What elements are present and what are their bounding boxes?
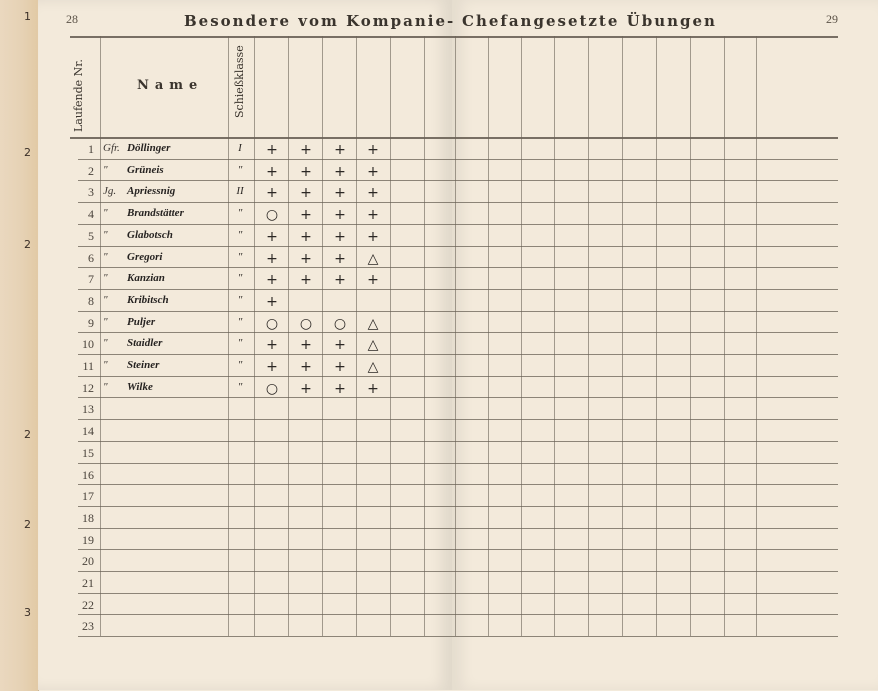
rank-label: Jg. <box>103 185 117 198</box>
page-title-left: Besondere vom Kompanie- <box>184 12 456 30</box>
shooting-class: I <box>238 142 242 154</box>
exercise-mark: + <box>266 163 278 180</box>
column-divider <box>254 36 255 636</box>
row-number: 1 <box>88 142 94 156</box>
exercise-mark: + <box>367 163 379 180</box>
row-rule <box>78 528 838 529</box>
row-rule <box>78 397 838 398</box>
soldier-name: Wilke <box>127 380 153 393</box>
table-top-rule <box>70 36 838 38</box>
column-divider <box>656 36 657 636</box>
rank-label: " <box>103 207 108 220</box>
rank-label: " <box>103 272 108 285</box>
row-rule <box>78 376 838 377</box>
shooting-class: " <box>237 359 243 371</box>
edge-number: 2 <box>24 238 31 251</box>
exercise-mark: + <box>300 207 312 224</box>
row-number: 14 <box>82 424 94 439</box>
row-rule <box>78 636 838 637</box>
soldier-name: Puljer <box>127 315 156 328</box>
row-rule <box>78 159 838 160</box>
shooting-class: " <box>237 250 243 263</box>
column-divider <box>488 36 489 636</box>
shooting-class: " <box>237 207 243 220</box>
row-number: 5 <box>88 228 94 243</box>
row-rule <box>78 180 838 181</box>
exercise-mark: + <box>266 142 278 158</box>
exercise-mark: + <box>334 359 346 375</box>
exercise-mark: + <box>367 380 379 397</box>
exercise-mark: + <box>367 142 379 158</box>
rank-label: " <box>103 250 108 263</box>
row-number: 17 <box>82 489 94 504</box>
row-rule <box>78 202 838 203</box>
exercise-mark: + <box>300 337 312 354</box>
edge-number: 2 <box>24 146 31 159</box>
shooting-class: II <box>236 185 244 198</box>
row-number: 16 <box>82 467 94 482</box>
row-rule <box>78 484 838 485</box>
exercise-mark: + <box>334 185 346 202</box>
left-page-number: 28 <box>66 12 78 26</box>
rank-label: " <box>103 163 108 176</box>
column-divider <box>724 36 725 636</box>
row-number: 23 <box>82 619 94 634</box>
header-bottom-rule <box>70 137 838 139</box>
exercise-mark: + <box>334 142 346 158</box>
row-rule <box>78 419 838 420</box>
exercise-mark: + <box>367 272 379 289</box>
edge-number: 1 <box>24 10 31 23</box>
exercise-mark: + <box>367 228 379 245</box>
column-divider <box>100 36 101 636</box>
exercise-mark: + <box>334 163 346 180</box>
shooting-class: " <box>237 163 243 176</box>
exercise-mark: ○ <box>333 315 347 332</box>
row-number: 15 <box>82 445 94 460</box>
exercise-mark: ○ <box>265 380 279 397</box>
column-divider <box>356 36 357 636</box>
row-number: 4 <box>88 207 94 222</box>
exercise-mark: △ <box>367 250 379 267</box>
column-divider <box>521 36 522 636</box>
column-header-name: Name <box>137 78 204 93</box>
exercise-mark: ○ <box>265 207 279 224</box>
row-number: 2 <box>88 163 94 178</box>
exercise-mark: ○ <box>299 315 313 332</box>
soldier-name: Steiner <box>127 359 160 371</box>
exercise-mark: + <box>300 185 312 202</box>
shooting-class: " <box>237 272 243 285</box>
row-rule <box>78 224 838 225</box>
exercise-mark: + <box>300 272 312 289</box>
row-number: 10 <box>82 337 94 352</box>
exercise-mark: + <box>266 185 278 202</box>
column-divider <box>554 36 555 636</box>
exercise-mark: + <box>334 272 346 289</box>
column-header-schiessklasse: Schießklasse <box>233 45 246 118</box>
exercise-mark: + <box>300 380 312 397</box>
column-header-laufende-nr: Laufende Nr. <box>72 59 85 132</box>
rank-label: " <box>103 228 108 241</box>
row-rule <box>78 246 838 247</box>
row-number: 8 <box>88 293 94 308</box>
row-rule <box>78 549 838 550</box>
exercise-mark: + <box>266 359 278 375</box>
right-page <box>452 0 878 690</box>
soldier-name: Glabotsch <box>127 228 173 241</box>
page-title-right: Chefangesetzte Übungen <box>462 12 717 30</box>
row-number: 22 <box>82 597 94 612</box>
column-divider <box>455 36 456 636</box>
exercise-mark: △ <box>367 359 379 375</box>
soldier-name: Brandstätter <box>127 207 184 220</box>
soldier-name: Staidler <box>127 337 163 350</box>
exercise-mark: + <box>367 207 379 224</box>
soldier-name: Apriessnig <box>127 185 176 198</box>
shooting-class: " <box>237 337 243 350</box>
rank-label: " <box>103 359 108 371</box>
row-number: 3 <box>88 185 94 200</box>
row-number: 21 <box>82 576 94 590</box>
row-number: 19 <box>82 532 94 547</box>
row-rule <box>78 311 838 312</box>
row-rule <box>78 593 838 594</box>
soldier-name: Grüneis <box>127 163 164 176</box>
row-rule <box>78 441 838 442</box>
exercise-mark: △ <box>367 337 379 354</box>
rank-label: " <box>103 337 108 350</box>
rank-label: " <box>103 293 108 306</box>
column-divider <box>228 36 229 636</box>
row-rule <box>78 289 838 290</box>
row-rule <box>78 614 838 615</box>
row-number: 20 <box>82 554 94 569</box>
column-divider <box>690 36 691 636</box>
shooting-class: " <box>237 315 243 328</box>
exercise-mark: + <box>334 207 346 224</box>
column-divider <box>322 36 323 636</box>
row-rule <box>78 571 838 572</box>
soldier-name: Kanzian <box>127 272 165 285</box>
exercise-mark: △ <box>367 315 379 332</box>
row-rule <box>78 463 838 464</box>
exercise-mark: + <box>266 228 278 245</box>
row-rule <box>78 506 838 507</box>
exercise-mark: ○ <box>265 315 279 332</box>
column-divider <box>756 36 757 636</box>
edge-numbers <box>0 0 38 691</box>
exercise-mark: + <box>300 163 312 180</box>
row-rule <box>78 267 838 268</box>
column-divider <box>622 36 623 636</box>
column-divider <box>588 36 589 636</box>
row-number: 13 <box>82 402 94 417</box>
exercise-mark: + <box>300 359 312 375</box>
exercise-mark: + <box>367 185 379 202</box>
exercise-mark: + <box>266 272 278 289</box>
edge-number: 3 <box>24 606 31 619</box>
exercise-mark: + <box>266 337 278 354</box>
row-number: 9 <box>88 315 94 330</box>
exercise-mark: + <box>334 228 346 245</box>
exercise-mark: + <box>266 293 278 310</box>
exercise-mark: + <box>334 250 346 267</box>
exercise-mark: + <box>300 228 312 245</box>
row-rule <box>78 332 838 333</box>
exercise-mark: + <box>300 142 312 158</box>
exercise-mark: + <box>300 250 312 267</box>
soldier-name: Kribitsch <box>127 293 169 306</box>
row-number: 11 <box>82 359 94 373</box>
rank-label: " <box>103 380 108 393</box>
column-divider <box>424 36 425 636</box>
column-divider <box>390 36 391 636</box>
soldier-name: Döllinger <box>127 142 171 154</box>
exercise-mark: + <box>334 337 346 354</box>
exercise-mark: + <box>266 250 278 267</box>
shooting-class: " <box>237 293 243 306</box>
soldier-name: Gregori <box>127 250 163 263</box>
right-page-number: 29 <box>826 12 838 26</box>
row-rule <box>78 354 838 355</box>
row-number: 12 <box>82 380 94 395</box>
exercise-mark: + <box>334 380 346 397</box>
rank-label: Gfr. <box>103 142 120 154</box>
row-number: 7 <box>88 272 94 287</box>
column-divider <box>288 36 289 636</box>
edge-number: 2 <box>24 518 31 531</box>
row-number: 18 <box>82 510 94 525</box>
rank-label: " <box>103 315 108 328</box>
row-number: 6 <box>88 250 94 265</box>
shooting-class: " <box>237 380 243 393</box>
shooting-class: " <box>237 228 243 241</box>
edge-number: 2 <box>24 428 31 441</box>
